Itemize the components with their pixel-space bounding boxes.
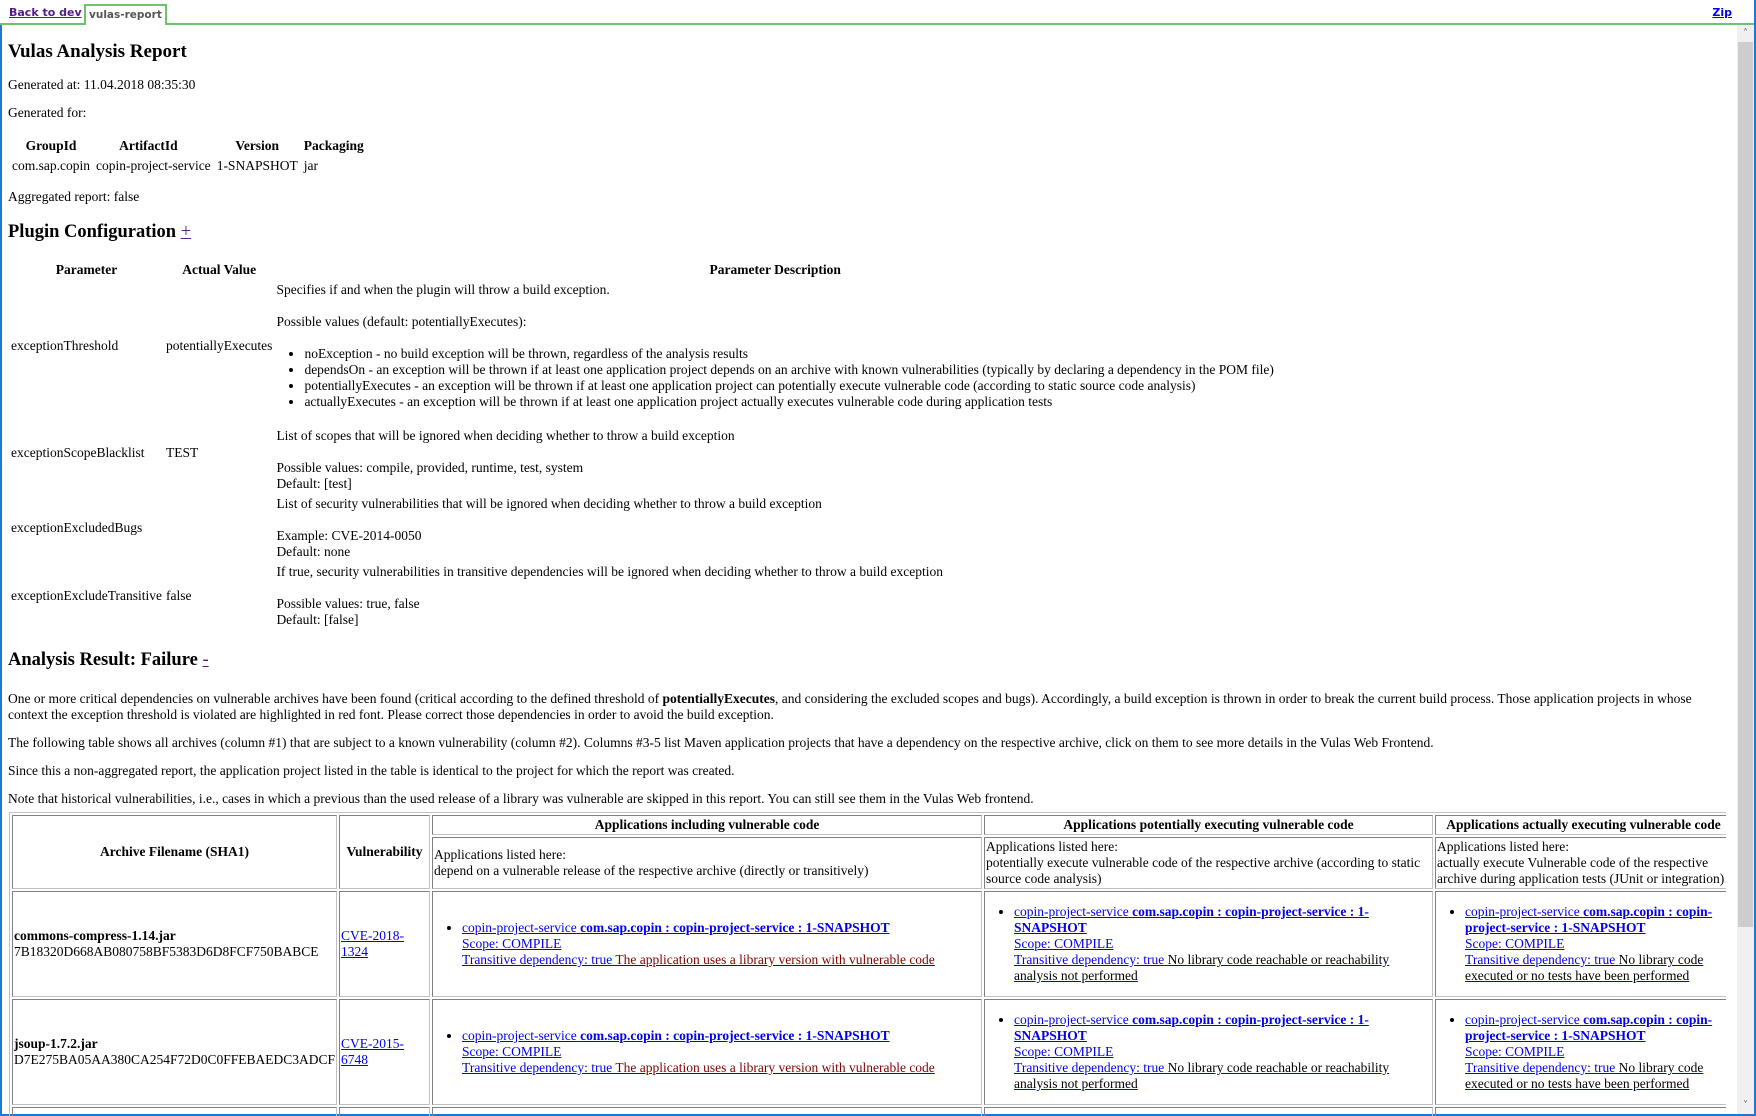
list-item: • actuallyExecutes - an exception will be thrown if at least one application project actually executes vulnerable code during application tests — [304, 394, 1273, 410]
scrollbar-thumb[interactable] — [1738, 42, 1753, 927]
param-desc-default: Default: [false] — [276, 612, 359, 627]
param-value: potentiallyExecutes — [165, 338, 273, 353]
app-link-actually[interactable]: copin-project-service com.sap.copin : copin-project-service : 1-SNAPSHOT Scope: COMPILE Transitive dependency: true No library code executed or no tests have been performed — [1465, 1012, 1713, 1091]
archive-filename: jsoup-1.7.2.jar — [14, 1036, 98, 1051]
subheader-potentially: Applications listed here: potentially execute vulnerable code of the respective archive (according to static source code analysis) — [984, 837, 1433, 889]
back-to-dev-link[interactable]: Back to dev — [9, 6, 82, 19]
param-desc-possible: Possible values: true, false — [276, 596, 420, 611]
including-cell — [432, 891, 982, 997]
plugin-config-heading — [8, 221, 1726, 243]
tab-vulas-report[interactable]: vulas-report — [84, 4, 167, 25]
table-row — [12, 999, 1726, 1105]
including-cell — [432, 999, 982, 1105]
cve-link[interactable]: CVE-2018-1324 — [341, 928, 405, 959]
gav-header-artifactid: ArtifactId — [119, 138, 178, 153]
param-desc-intro: List of scopes that will be ignored when deciding whether to throw a build exception — [276, 428, 735, 443]
header-vulnerability: Vulnerability — [339, 815, 430, 889]
zip-download-link[interactable]: Zip — [1712, 6, 1732, 19]
param-value: false — [165, 588, 192, 603]
archive-filename: commons-compress-1.14.jar — [14, 928, 176, 943]
potentially-cell — [984, 999, 1433, 1105]
analysis-result-heading — [8, 649, 1726, 671]
header-potentially: Applications potentially executing vulnerable code — [984, 815, 1433, 835]
plugin-config-table — [8, 259, 1277, 631]
param-header-description: Parameter Description — [709, 262, 841, 277]
cve-link[interactable]: CVE-2015-6748 — [341, 1036, 405, 1067]
subheader-including: Applications listed here: depend on a vulnerable release of the respective archive (directly or transitively) — [432, 837, 982, 889]
param-desc-list — [276, 346, 1273, 410]
param-desc-intro: If true, security vulnerabilities in transitive dependencies will be ignored when deciding whether to throw a build exception — [276, 564, 943, 579]
actually-cell — [1435, 891, 1726, 997]
actually-cell — [1435, 999, 1726, 1105]
vulnerability-cell — [339, 891, 430, 997]
analysis-result-collapse-toggle[interactable]: - — [202, 650, 209, 670]
scroll-up-arrow-icon[interactable]: ˄ — [1743, 28, 1748, 39]
app-link-potentially[interactable]: copin-project-service com.sap.copin : copin-project-service : 1-SNAPSHOT Scope: COMPILE Transitive dependency: true No library code reachable or reachability analysis not performed — [1014, 904, 1390, 983]
table-row — [12, 1107, 1726, 1116]
archive-cell — [12, 891, 337, 997]
param-name: exceptionThreshold — [11, 338, 119, 353]
app-link-actually[interactable]: copin-project-service com.sap.copin : copin-project-service : 1-SNAPSHOT Scope: COMPILE Transitive dependency: true No library code executed or no tests have been performed — [1465, 904, 1713, 983]
page-title: Vulas Analysis Report — [8, 41, 187, 62]
gav-header-version: Version — [235, 138, 280, 153]
app-link-including[interactable]: copin-project-service com.sap.copin : copin-project-service : 1-SNAPSHOT Scope: COMPILE Transitive dependency: true The application uses a library version with vulnerable code — [462, 920, 935, 967]
param-desc-intro: Specifies if and when the plugin will throw a build exception. — [276, 282, 610, 297]
threshold-value: potentiallyExecutes — [662, 691, 775, 706]
plugin-config-title: Plugin Configuration — [8, 222, 177, 242]
header-including: Applications including vulnerable code — [432, 815, 982, 835]
param-desc-possible: Possible values: compile, provided, runtime, test, system — [276, 460, 584, 475]
window-left-border — [0, 24, 2, 1116]
tab-bar — [0, 0, 1754, 25]
param-value: TEST — [165, 445, 199, 460]
gav-packaging: jar — [303, 158, 318, 173]
analysis-paragraph-2: The following table shows all archives (column #1) that are subject to a known vulnerability (column #2). Columns #3-5 list Maven application projects that have a dependency on the respective archive, click on them to see more details in the Vulas Web Frontend. — [8, 735, 1434, 750]
param-desc-default: Default: [test] — [276, 476, 352, 491]
generated-for-label: Generated for: — [8, 105, 87, 120]
vulnerability-cell — [339, 999, 430, 1105]
header-actually: Applications actually executing vulnerable code — [1435, 815, 1726, 835]
gav-header-groupid: GroupId — [25, 138, 77, 153]
archive-sha1: 7B18320D668AB080758BF5383D6D8FCF750BABCE — [14, 944, 319, 959]
generated-at: Generated at: 11.04.2018 08:35:30 — [8, 77, 196, 92]
subheader-actually: Applications listed here: actually execute Vulnerable code of the respective archive during application tests (JUnit or integration) — [1435, 837, 1726, 889]
table-row — [12, 891, 1726, 997]
param-desc-intro: List of security vulnerabilities that will be ignored when deciding whether to throw a build exception — [276, 496, 822, 511]
scroll-down-arrow-icon[interactable]: ˅ — [1743, 1100, 1748, 1111]
param-desc-possible: Possible values (default: potentiallyExecutes): — [276, 314, 527, 329]
archive-cell — [12, 999, 337, 1105]
app-link-including[interactable]: copin-project-service com.sap.copin : copin-project-service : 1-SNAPSHOT Scope: COMPILE Transitive dependency: true The application uses a library version with vulnerable code — [462, 1028, 935, 1075]
param-desc-default: Default: none — [276, 544, 351, 559]
analysis-paragraph-4: Note that historical vulnerabilities, i.e., cases in which a previous than the used release of a library was vulnerable are skipped in this report. You can still see them in the Vulas Web frontend. — [8, 791, 1034, 806]
analysis-paragraph-3: Since this a non-aggregated report, the application project listed in the table is identical to the project for which the report was created. — [8, 763, 735, 778]
analysis-result-title: Analysis Result: Failure — [8, 650, 198, 670]
param-row — [10, 413, 1275, 493]
aggregated-report: Aggregated report: false — [8, 189, 140, 204]
header-archive: Archive Filename (SHA1) — [12, 815, 337, 889]
param-header-parameter: Parameter — [55, 262, 118, 277]
vulnerability-result-table — [9, 812, 1726, 1116]
param-name: exceptionScopeBlacklist — [11, 445, 145, 460]
vertical-scrollbar[interactable] — [1737, 25, 1754, 1114]
param-name: exceptionExcludedBugs — [11, 520, 143, 535]
analysis-paragraph-1: One or more critical dependencies on vulnerable archives have been found (critical according to the defined threshold of potentiallyExecutes, and considering the excluded scopes and bugs). Accordingly, a build exception is thrown in order to break the current build process. Those application projects in whose context the exception threshold is violated are highlighted in red font. Please correct those dependencies in order to avoid the build exception. — [8, 691, 1692, 722]
gav-header-packaging: Packaging — [303, 138, 364, 153]
list-item: • dependsOn - an exception will be thrown if at least one application project depends on an archive with known vulnerabilities (typically by declaring a dependency in the POM file) — [304, 362, 1273, 378]
report-content — [8, 25, 1726, 1116]
potentially-cell — [984, 891, 1433, 997]
gav-artifactid: copin-project-service — [95, 158, 211, 173]
param-desc-possible: Example: CVE-2014-0050 — [276, 528, 422, 543]
app-link-potentially[interactable]: copin-project-service com.sap.copin : copin-project-service : 1-SNAPSHOT Scope: COMPILE Transitive dependency: true No library code reachable or reachability analysis not performed — [1014, 1012, 1390, 1091]
gav-table — [8, 135, 368, 177]
param-row — [10, 563, 1275, 629]
param-row — [10, 281, 1275, 411]
gav-groupid: com.sap.copin — [12, 158, 90, 173]
param-value — [165, 495, 273, 561]
list-item: • noException - no build exception will be thrown, regardless of the analysis results — [304, 346, 1273, 362]
gav-version: 1-SNAPSHOT — [216, 158, 298, 173]
param-name: exceptionExcludeTransitive — [11, 588, 162, 603]
list-item: • potentiallyExecutes - an exception will be thrown if at least one application project can potentially execute vulnerable code (according to static source code analysis) — [304, 378, 1273, 394]
plugin-config-expand-toggle[interactable]: + — [180, 222, 192, 242]
archive-sha1: D7E275BA05AA380CA254F72D0C0FFEBAEDC3ADCF — [14, 1052, 336, 1067]
param-header-value: Actual Value — [182, 262, 257, 277]
param-row — [10, 495, 1275, 561]
